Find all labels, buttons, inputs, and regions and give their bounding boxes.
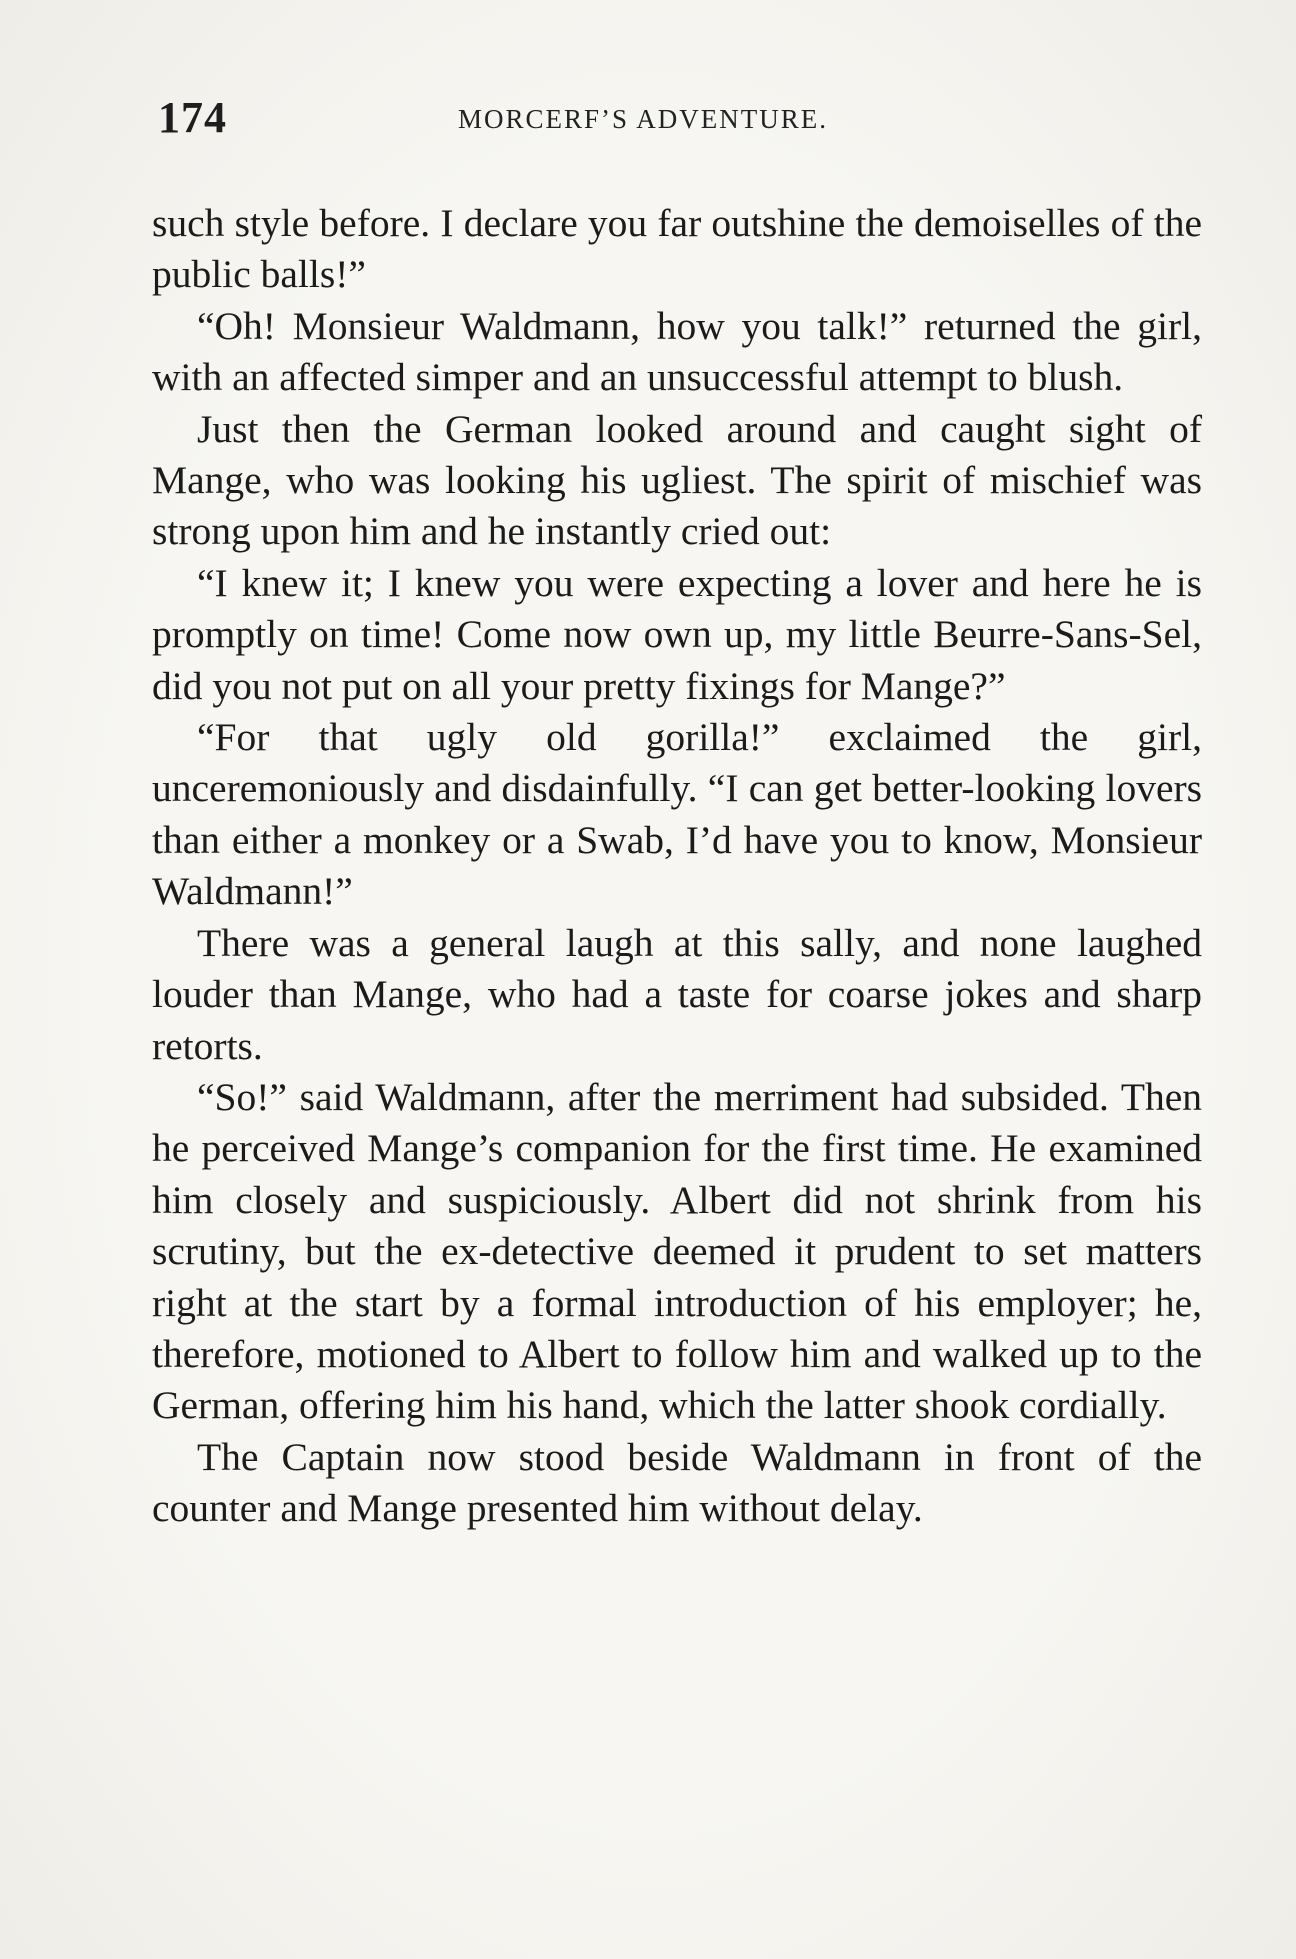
paragraph: Just then the German looked around and caught sight of Mange, who was looking his ugliest. The spirit of mischief was strong upon him and he instantly cried out: xyxy=(152,406,1202,554)
body-text xyxy=(152,198,1202,1535)
paragraph: There was a general laugh at this sally, and none laughed louder than Mange, who had a taste for coarse jokes and sharp retorts. xyxy=(152,920,1202,1068)
paragraph: “So!” said Waldmann, after the merriment had subsided. Then he perceived Mange’s companion for the first time. He examined him closely and suspiciously. Albert did not shrink from his scrutiny, but the ex-detective deemed it prudent to set matters right at the start by a formal introduction of his employer; he, therefore, motioned to Albert to follow him and walked up to the German, offering him his hand, which the latter shook cordially. xyxy=(152,1074,1202,1428)
paragraph: “I knew it; I knew you were expecting a lover and here he is promptly on time! Come now own up, my little Beurre-Sans-Sel, did you not put on all your pretty fixings for Mange?” xyxy=(152,560,1202,708)
paragraph: The Captain now stood beside Waldmann in front of the counter and Mange presented him without delay. xyxy=(152,1434,1202,1531)
running-head: MORCERF’S ADVENTURE. xyxy=(458,104,829,134)
paragraph: such style before. I declare you far outshine the demoiselles of the public balls!” xyxy=(152,201,1202,297)
paragraph: “For that ugly old gorilla!” exclaimed the girl, unceremoniously and disdainfully. “I can get better-looking lovers than either a monkey or a Swab, I’d have you to know, Monsieur Waldmann!” xyxy=(152,715,1202,914)
page-number: 174 xyxy=(158,93,227,142)
paragraph: “Oh! Monsieur Waldmann, how you talk!” returned the girl, with an affected simper and an unsuccessful attempt to blush. xyxy=(152,303,1202,400)
page-header xyxy=(158,92,1198,162)
